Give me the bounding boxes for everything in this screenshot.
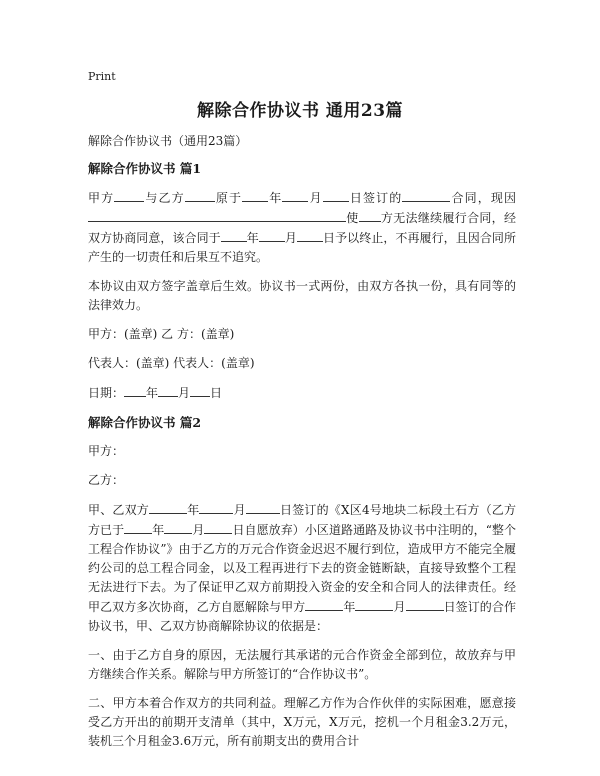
blank-field (114, 188, 144, 202)
blank-field (282, 188, 308, 202)
blank-field (124, 520, 152, 534)
blank-field (221, 228, 247, 242)
blank-field (199, 500, 233, 514)
signature-line-representatives: 代表人：(盖章) 代表人：(盖章) (88, 356, 255, 370)
blank-field (305, 597, 343, 611)
paragraph-clause-2: 二、甲方本着合作双方的共同利益。理解乙方作为合作伙伴的实际困难，愿意接受乙方开出的前期开支清单（其中，X万元，X万元，挖机一个月租金3.2万元，装机三个月租金3.6万元，所有前期支出的费用合计 (88, 696, 516, 748)
blank-field (402, 188, 450, 202)
blank-field (185, 188, 215, 202)
blank-field (88, 208, 346, 222)
paragraph-clause-1: 一、由于乙方自身的原因，无法履行其承诺的元合作资金全部到位，故放弃与甲方继续合作关系。解除与甲方所签订的“合作协议书”。 (88, 648, 516, 681)
paragraph-background: 甲、乙双方 年 月 日签订的《X区4号地块二标段土石方（乙方方已于 年 月 日自愿放弃）小区道路通路及协议书中注明的，“整个工程合作协议”》由于乙方的万元合作资金迟迟不履行到位，造成甲方不能完全履约公司的总工程合同金，以及工程再进行下去的资金链断缺，直接导致整个工程无法进行下去。为了保证甲乙双方前期投入资金的安全和合同人的法律责任。经甲乙双方多次协商，乙方自愿解除与甲方 年 月 日签订的合作协议书，甲、乙双方协商解除协议的依据是： (88, 500, 516, 636)
page-title: 解除合作协议书 通用23篇 (196, 101, 404, 121)
blank-field (359, 208, 381, 222)
print-label[interactable]: Print (88, 70, 116, 83)
party-b-line: 乙方： (88, 473, 125, 487)
blank-field (355, 597, 393, 611)
blank-field (246, 500, 280, 514)
blank-field (124, 383, 146, 397)
document-subtitle: 解除合作协议书（通用23篇） (88, 134, 248, 148)
blank-field (297, 228, 323, 242)
blank-field (204, 520, 232, 534)
date-line: 日期： 年 月 日 (88, 383, 516, 403)
section-heading-1: 解除合作协议书 篇1 (88, 161, 202, 176)
signature-line-parties: 甲方：(盖章) 乙 方：(盖章) (88, 327, 235, 341)
blank-field (158, 383, 178, 397)
section-heading-2: 解除合作协议书 篇2 (88, 415, 202, 430)
document-body (88, 132, 516, 761)
blank-field (259, 228, 285, 242)
blank-field (242, 188, 268, 202)
blank-field (149, 500, 187, 514)
blank-field (323, 188, 349, 202)
blank-field (164, 520, 192, 534)
paragraph-termination-terms: 甲方 与乙方 原于 年 月 日签订的 合同，现因使 方无法继续履行合同，经双方协商同意，该合同于 年 月 日予以终止，不再履行，且因合同所产生的一切责任和后果互不追究。 (88, 188, 516, 267)
paragraph-effectiveness: 本协议由双方签字盖章后生效。协议书一式两份，由双方各执一份，具有同等的法律效力。 (88, 279, 516, 312)
blank-field (190, 383, 210, 397)
blank-field (406, 597, 444, 611)
party-a-line: 甲方： (88, 444, 125, 458)
